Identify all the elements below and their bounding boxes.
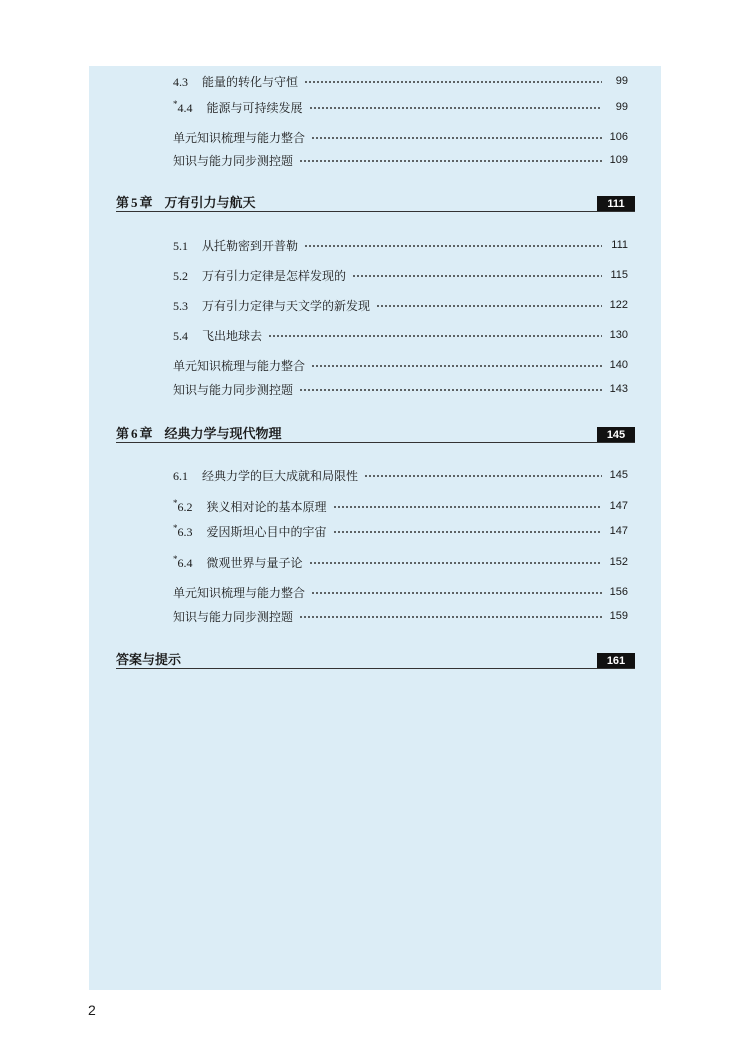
toc-entry-unit-summary-5[interactable] — [173, 356, 628, 374]
section-number: *4.4 — [173, 98, 193, 115]
toc-entry-test-5[interactable] — [173, 380, 628, 398]
leader-dots — [299, 160, 602, 162]
page-ref: 147 — [609, 525, 628, 537]
page-ref: 147 — [609, 500, 628, 512]
section-number: *6.2 — [173, 497, 193, 514]
section-title: 单元知识梳理与能力整合 — [173, 130, 306, 145]
section-title: 能源与可持续发展 — [206, 100, 303, 115]
chapter-label: 第 5 章 — [116, 194, 153, 211]
chapter-title: 经典力学与现代物理 — [164, 426, 282, 442]
section-title: 从托勒密到开普勒 — [202, 238, 299, 253]
page-ref: 140 — [609, 359, 628, 371]
leader-dots — [304, 245, 602, 247]
leader-dots — [311, 137, 602, 139]
section-number: *6.3 — [173, 522, 193, 539]
toc-entry-5-4[interactable] — [173, 326, 628, 344]
section-number: 5.4 — [173, 328, 188, 343]
leader-dots — [376, 305, 602, 307]
section-title: 万有引力定律与天文学的新发现 — [202, 298, 371, 313]
section-number: 4.3 — [173, 74, 188, 89]
leader-dots — [299, 616, 602, 618]
page-ref: 130 — [609, 329, 628, 341]
leader-dots — [311, 365, 602, 367]
toc-entry-unit-summary-6[interactable] — [173, 583, 628, 601]
section-title: 单元知识梳理与能力整合 — [173, 585, 306, 600]
toc-entry-5-2[interactable] — [173, 266, 628, 284]
page-ref: 156 — [609, 586, 628, 598]
page-ref: 109 — [609, 154, 628, 166]
section-title: 微观世界与量子论 — [206, 555, 303, 570]
page-number: 2 — [88, 1002, 96, 1018]
page-ref: 122 — [609, 299, 628, 311]
toc-entry-5-1[interactable] — [173, 236, 628, 254]
toc-entry-4-4[interactable] — [173, 98, 628, 116]
page-ref: 152 — [609, 556, 628, 568]
section-number: 5.2 — [173, 268, 188, 283]
answers-title: 答案与提示 — [116, 652, 182, 668]
toc-entry-test-4[interactable] — [173, 151, 628, 169]
toc-entry-6-1[interactable] — [173, 466, 628, 484]
section-title: 飞出地球去 — [202, 328, 263, 343]
toc-entry-6-3[interactable] — [173, 522, 628, 540]
section-title: 能量的转化与守恒 — [202, 74, 299, 89]
leader-dots — [299, 389, 602, 391]
page-ref: 106 — [609, 131, 628, 143]
section-title: 知识与能力同步测控题 — [173, 153, 294, 168]
toc-entry-6-4[interactable] — [173, 553, 628, 571]
toc-entry-6-2[interactable] — [173, 497, 628, 515]
page-ref: 145 — [609, 469, 628, 481]
section-number: 5.1 — [173, 238, 188, 253]
section-title: 经典力学的巨大成就和局限性 — [202, 468, 359, 483]
page-ref: 99 — [615, 75, 628, 87]
section-title: 单元知识梳理与能力整合 — [173, 358, 306, 373]
leader-dots — [311, 592, 602, 594]
leader-dots — [268, 335, 602, 337]
section-number: 5.3 — [173, 298, 188, 313]
section-title: 知识与能力同步测控题 — [173, 382, 294, 397]
toc-entry-4-3[interactable] — [173, 72, 628, 90]
leader-dots — [304, 81, 602, 83]
answers-heading[interactable] — [116, 648, 635, 669]
chapter-page-badge: 145 — [597, 427, 635, 442]
chapter-label: 第 6 章 — [116, 425, 153, 442]
leader-dots — [309, 562, 602, 564]
page-ref: 111 — [611, 239, 628, 251]
leader-dots — [364, 475, 602, 477]
page-ref: 159 — [609, 610, 628, 622]
page-ref: 115 — [610, 269, 628, 281]
section-title: 知识与能力同步测控题 — [173, 609, 294, 624]
page-ref: 143 — [609, 383, 628, 395]
page-ref: 99 — [615, 101, 628, 113]
toc-entry-test-6[interactable] — [173, 607, 628, 625]
toc-entry-5-3[interactable] — [173, 296, 628, 314]
section-title: 狭义相对论的基本原理 — [206, 499, 327, 514]
chapter-6-heading[interactable] — [116, 422, 635, 443]
leader-dots — [333, 506, 602, 508]
leader-dots — [352, 275, 602, 277]
leader-dots — [309, 107, 602, 109]
section-number: *6.4 — [173, 553, 193, 570]
chapter-5-heading[interactable] — [116, 191, 635, 212]
section-title: 爱因斯坦心目中的宇宙 — [206, 524, 327, 539]
chapter-title: 万有引力与航天 — [164, 195, 256, 211]
section-number: 6.1 — [173, 468, 188, 483]
section-title: 万有引力定律是怎样发现的 — [202, 268, 347, 283]
chapter-page-badge: 111 — [597, 196, 635, 211]
leader-dots — [333, 531, 602, 533]
toc-entry-unit-summary-4[interactable] — [173, 128, 628, 146]
answers-page-badge: 161 — [597, 653, 635, 668]
